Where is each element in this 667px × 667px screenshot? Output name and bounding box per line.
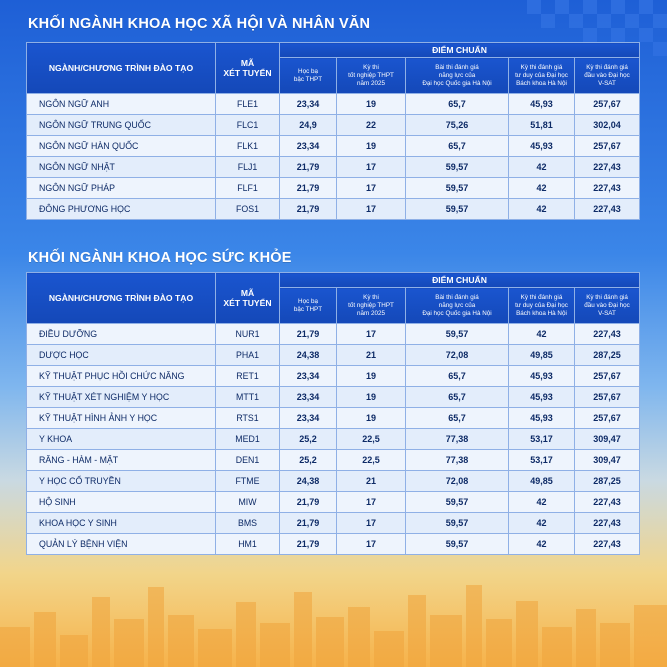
score-value: 257,67	[575, 94, 640, 115]
score-value: 21,79	[280, 199, 337, 220]
score-value: 65,7	[406, 408, 509, 429]
score-value: 72,08	[406, 471, 509, 492]
score-value: 65,7	[406, 94, 509, 115]
table-row	[27, 408, 640, 429]
score-value: 17	[337, 534, 406, 555]
program-name: Y HỌC CỔ TRUYỀN	[27, 471, 216, 492]
score-table-health-sciences	[26, 272, 640, 555]
score-value: 65,7	[406, 387, 509, 408]
score-group-header: ĐIỂM CHUẨN	[280, 43, 640, 58]
program-name: QUẢN LÝ BỆNH VIỆN	[27, 534, 216, 555]
program-name: KỸ THUẬT HÌNH ẢNH Y HỌC	[27, 408, 216, 429]
score-value: 21,79	[280, 157, 337, 178]
score-value: 19	[337, 136, 406, 157]
score-value: 23,34	[280, 387, 337, 408]
score-value: 72,08	[406, 345, 509, 366]
admission-code: FTME	[216, 471, 280, 492]
score-value: 17	[337, 199, 406, 220]
score-value: 42	[509, 199, 575, 220]
score-value: 257,67	[575, 136, 640, 157]
score-value: 51,81	[509, 115, 575, 136]
score-value: 25,2	[280, 450, 337, 471]
program-name: HỘ SINH	[27, 492, 216, 513]
program-name: NGÔN NGỮ PHÁP	[27, 178, 216, 199]
table-body	[27, 324, 640, 555]
admission-code: MTT1	[216, 387, 280, 408]
score-value: 302,04	[575, 115, 640, 136]
table-body	[27, 94, 640, 220]
score-value: 59,57	[406, 492, 509, 513]
score-value: 53,17	[509, 429, 575, 450]
score-value: 77,38	[406, 429, 509, 450]
program-name: DƯỢC HỌC	[27, 345, 216, 366]
score-value: 17	[337, 324, 406, 345]
code-column-header: MÃ XÉT TUYỂN	[216, 43, 280, 94]
score-value: 24,9	[280, 115, 337, 136]
score-col-header: Học bạ bậc THPT	[280, 58, 337, 94]
score-col-header: Kỳ thi tốt nghiệp THPT năm 2025	[337, 288, 406, 324]
score-value: 257,67	[575, 408, 640, 429]
score-value: 227,43	[575, 492, 640, 513]
score-value: 21	[337, 471, 406, 492]
table-row	[27, 136, 640, 157]
program-name: NGÔN NGỮ HÀN QUỐC	[27, 136, 216, 157]
admission-code: FLE1	[216, 94, 280, 115]
score-value: 23,34	[280, 408, 337, 429]
score-value: 21,79	[280, 324, 337, 345]
table-row	[27, 94, 640, 115]
score-value: 17	[337, 513, 406, 534]
score-value: 227,43	[575, 534, 640, 555]
score-group-header: ĐIỂM CHUẨN	[280, 273, 640, 288]
score-value: 309,47	[575, 450, 640, 471]
score-value: 22,5	[337, 450, 406, 471]
score-value: 17	[337, 492, 406, 513]
score-col-header: Kỳ thi tốt nghiệp THPT năm 2025	[337, 58, 406, 94]
score-value: 24,38	[280, 345, 337, 366]
score-value: 257,67	[575, 387, 640, 408]
score-value: 19	[337, 408, 406, 429]
score-col-header: Bài thi đánh giá năng lực của Đại học Quốc gia Hà Nội	[406, 58, 509, 94]
score-value: 42	[509, 534, 575, 555]
score-value: 65,7	[406, 366, 509, 387]
admission-code: MED1	[216, 429, 280, 450]
score-value: 45,93	[509, 387, 575, 408]
program-column-header: NGÀNH/CHƯƠNG TRÌNH ĐÀO TẠO	[27, 273, 216, 324]
score-value: 45,93	[509, 94, 575, 115]
admission-code: FLJ1	[216, 157, 280, 178]
admission-code: NUR1	[216, 324, 280, 345]
admission-code: FLK1	[216, 136, 280, 157]
table-row	[27, 534, 640, 555]
score-value: 227,43	[575, 513, 640, 534]
score-value: 25,2	[280, 429, 337, 450]
table-row	[27, 429, 640, 450]
score-value: 49,85	[509, 345, 575, 366]
score-col-header: Kỳ thi đánh giá tư duy của Đại học Bách khoa Hà Nội	[509, 288, 575, 324]
score-value: 287,25	[575, 471, 640, 492]
score-table-social-sciences	[26, 42, 640, 220]
score-value: 21,79	[280, 492, 337, 513]
score-value: 23,34	[280, 136, 337, 157]
score-value: 227,43	[575, 178, 640, 199]
score-value: 21	[337, 345, 406, 366]
admission-code: MIW	[216, 492, 280, 513]
admission-code: DEN1	[216, 450, 280, 471]
score-value: 59,57	[406, 513, 509, 534]
table-row	[27, 324, 640, 345]
score-value: 19	[337, 94, 406, 115]
score-value: 22	[337, 115, 406, 136]
score-value: 42	[509, 492, 575, 513]
table-row	[27, 199, 640, 220]
table-row	[27, 178, 640, 199]
score-value: 45,93	[509, 136, 575, 157]
score-value: 49,85	[509, 471, 575, 492]
table-row	[27, 345, 640, 366]
program-name: KỸ THUẬT XÉT NGHIỆM Y HỌC	[27, 387, 216, 408]
admission-code: PHA1	[216, 345, 280, 366]
program-name: Y KHOA	[27, 429, 216, 450]
score-value: 42	[509, 157, 575, 178]
table-row	[27, 387, 640, 408]
table-row	[27, 366, 640, 387]
table-row	[27, 492, 640, 513]
admission-code: HM1	[216, 534, 280, 555]
program-name: NGÔN NGỮ TRUNG QUỐC	[27, 115, 216, 136]
section-title-social-sciences: KHỐI NGÀNH KHOA HỌC XÃ HỘI VÀ NHÂN VĂN	[28, 16, 371, 32]
table-row	[27, 471, 640, 492]
program-name: ĐÔNG PHƯƠNG HỌC	[27, 199, 216, 220]
score-value: 257,67	[575, 366, 640, 387]
program-name: KỸ THUẬT PHỤC HỒI CHỨC NĂNG	[27, 366, 216, 387]
admission-code: RET1	[216, 366, 280, 387]
score-value: 45,93	[509, 408, 575, 429]
score-value: 59,57	[406, 534, 509, 555]
score-value: 23,34	[280, 94, 337, 115]
score-value: 19	[337, 387, 406, 408]
score-value: 24,38	[280, 471, 337, 492]
table-row	[27, 450, 640, 471]
table-row	[27, 513, 640, 534]
score-value: 227,43	[575, 157, 640, 178]
score-value: 45,93	[509, 366, 575, 387]
score-value: 21,79	[280, 178, 337, 199]
score-value: 53,17	[509, 450, 575, 471]
score-value: 227,43	[575, 324, 640, 345]
score-col-header: Kỳ thi đánh giá tư duy của Đại học Bách khoa Hà Nội	[509, 58, 575, 94]
score-value: 17	[337, 157, 406, 178]
score-value: 227,43	[575, 199, 640, 220]
score-col-header: Bài thi đánh giá năng lực của Đại học Quốc gia Hà Nội	[406, 288, 509, 324]
score-value: 75,26	[406, 115, 509, 136]
program-name: KHOA HỌC Y SINH	[27, 513, 216, 534]
score-value: 59,57	[406, 324, 509, 345]
score-value: 42	[509, 178, 575, 199]
admission-code: FLC1	[216, 115, 280, 136]
score-value: 23,34	[280, 366, 337, 387]
score-col-header: Học bạ bậc THPT	[280, 288, 337, 324]
table-row	[27, 157, 640, 178]
code-column-header: MÃ XÉT TUYỂN	[216, 273, 280, 324]
admission-code: FLF1	[216, 178, 280, 199]
section-title-health-sciences: KHỐI NGÀNH KHOA HỌC SỨC KHỎE	[28, 250, 292, 266]
score-value: 59,57	[406, 199, 509, 220]
score-col-header: Kỳ thi đánh giá đầu vào Đại học V-SAT	[575, 288, 640, 324]
program-name: ĐIỀU DƯỠNG	[27, 324, 216, 345]
program-name: RĂNG - HÀM - MẶT	[27, 450, 216, 471]
score-value: 59,57	[406, 178, 509, 199]
admission-code: FOS1	[216, 199, 280, 220]
score-value: 21,79	[280, 513, 337, 534]
city-skyline	[0, 557, 667, 667]
admission-code: BMS	[216, 513, 280, 534]
score-value: 65,7	[406, 136, 509, 157]
program-column-header: NGÀNH/CHƯƠNG TRÌNH ĐÀO TẠO	[27, 43, 216, 94]
program-name: NGÔN NGỮ ANH	[27, 94, 216, 115]
score-value: 21,79	[280, 534, 337, 555]
score-value: 22,5	[337, 429, 406, 450]
score-value: 77,38	[406, 450, 509, 471]
admission-code: RTS1	[216, 408, 280, 429]
table-row	[27, 115, 640, 136]
score-value: 19	[337, 366, 406, 387]
score-value: 42	[509, 324, 575, 345]
score-value: 17	[337, 178, 406, 199]
program-name: NGÔN NGỮ NHẬT	[27, 157, 216, 178]
score-value: 287,25	[575, 345, 640, 366]
score-value: 59,57	[406, 157, 509, 178]
score-value: 309,47	[575, 429, 640, 450]
score-value: 42	[509, 513, 575, 534]
score-col-header: Kỳ thi đánh giá đầu vào Đại học V-SAT	[575, 58, 640, 94]
